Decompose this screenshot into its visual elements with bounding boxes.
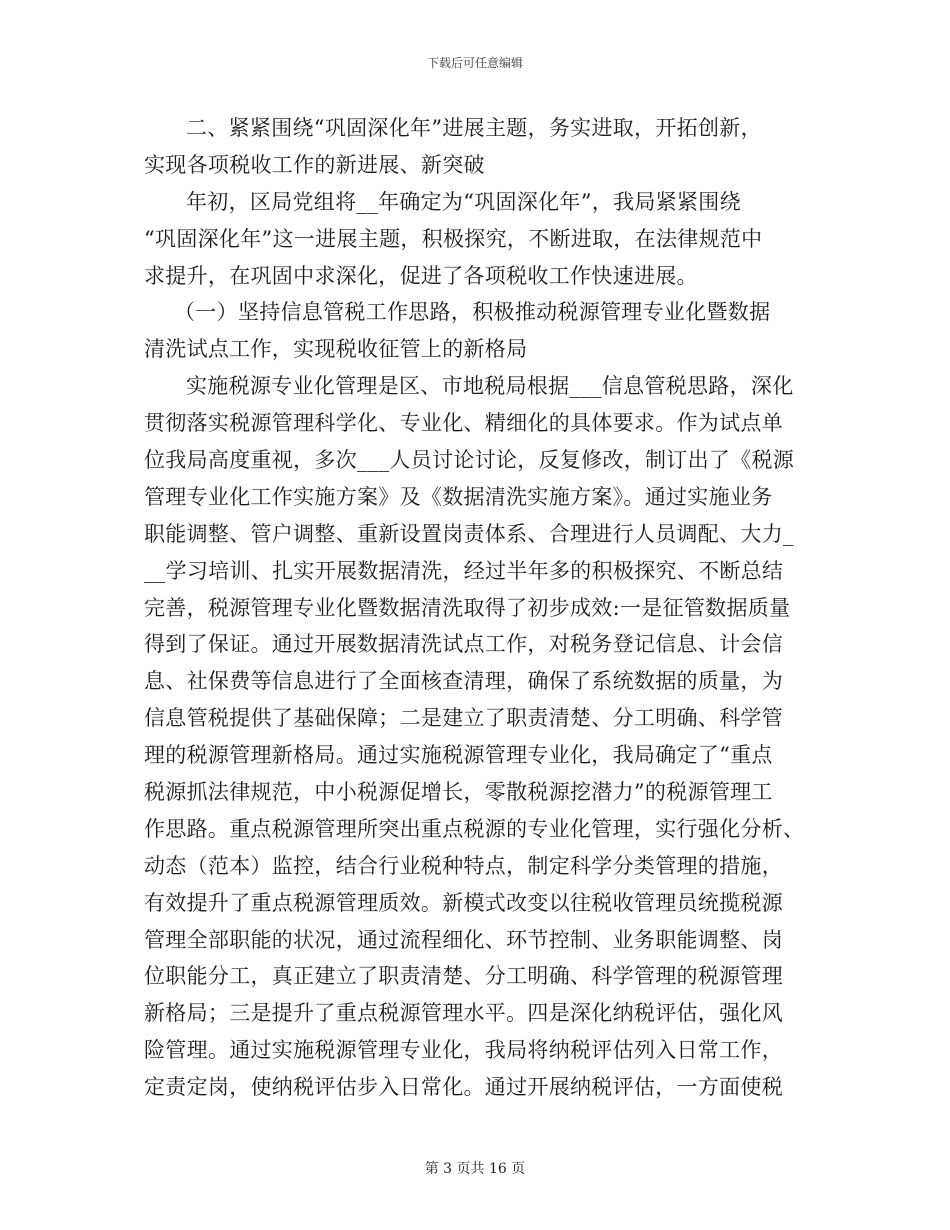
subsection-heading-line-1: （一）坚持信息管税工作思路，积极推动税源管理专业化暨数据 (174, 300, 771, 325)
paragraph-line: 有效提升了重点税源管理质效。新模式改变以往税收管理员统揽税源 (144, 890, 783, 915)
paragraph-line: 新格局；三是提升了重点税源管理水平。四是深化纳税评估，强化风 (144, 1001, 783, 1026)
paragraph-line: 息、社保费等信息进行了全面核查清理，确保了系统数据的质量，为 (144, 669, 783, 694)
section-heading-line-2: 实现各项税收工作的新进展、新突破 (144, 152, 485, 177)
paragraph-line: 作思路。重点税源管理所突出重点税源的专业化管理，实行强化分析、 (144, 816, 805, 841)
paragraph-line: 信息管税提供了基础保障；二是建立了职责清楚、分工明确、科学管 (144, 706, 783, 731)
paragraph-line: 险管理。通过实施税源管理专业化，我局将纳税评估列入日常工作， (144, 1038, 783, 1063)
paragraph-line: 完善，税源管理专业化暨数据清洗取得了初步成效:一是征管数据质量 (144, 595, 791, 620)
document-body (144, 110, 816, 1106)
page-header: 下载后可任意编辑 (426, 56, 523, 70)
paragraph-line: 位职能分工，真正建立了职责清楚、分工明确、科学管理的税源管理 (144, 964, 783, 989)
paragraph-line: “巩固深化年”这一进展主题，积极探究，不断进取，在法律规范中 (144, 226, 763, 251)
paragraph-line: 职能调整、管户调整、重新设置岗责体系、合理进行人员调配、大力_ (144, 521, 794, 546)
paragraph-line: 位我局高度重视，多次___人员讨论讨论，反复修改，制订出了《税源 (144, 448, 795, 473)
paragraph-line: 得到了保证。通过开展数据清洗试点工作，对税务登记信息、计会信 (144, 632, 783, 657)
paragraph-line: 理的税源管理新格局。通过实施税源管理专业化，我局确定了“重点 (144, 743, 773, 768)
paragraph-line: 动态（范本）监控，结合行业税种特点，制定科学分类管理的措施， (144, 853, 783, 878)
paragraph-line: 求提升，在巩固中求深化，促进了各项税收工作快速进展。 (144, 263, 698, 288)
paragraph-line: __学习培训、扎实开展数据清洗，经过半年多的积极探究、不断总结 (144, 558, 784, 583)
paragraph-line: 年初，区局党组将__年确定为“巩固深化年”，我局紧紧围绕 (186, 189, 741, 214)
paragraph-line: 贯彻落实税源管理科学化、专业化、精细化的具体要求。作为试点单 (144, 411, 783, 436)
paragraph-line: 管理专业化工作实施方案》及《数据清洗实施方案》。通过实施业务 (144, 484, 773, 509)
section-heading-line-1: 二、紧紧围绕“巩固深化年”进展主题，务实进取，开拓创新， (186, 116, 762, 140)
paragraph-line: 实施税源专业化管理是区、市地税局根据___信息管税思路，深化 (186, 374, 794, 399)
paragraph-line: 税源抓法律规范，中小税源促增长，零散税源挖潜力”的税源管理工 (144, 780, 773, 805)
paragraph-line: 管理全部职能的状况，通过流程细化、环节控制、业务职能调整、岗 (144, 927, 783, 952)
paragraph-line: 定责定岗，使纳税评估步入日常化。通过开展纳税评估，一方面使税 (144, 1075, 783, 1100)
subsection-heading-line-2: 清洗试点工作，实现税收征管上的新格局 (144, 337, 528, 362)
page-footer: 第 3 页共 16 页 (424, 1161, 526, 1177)
